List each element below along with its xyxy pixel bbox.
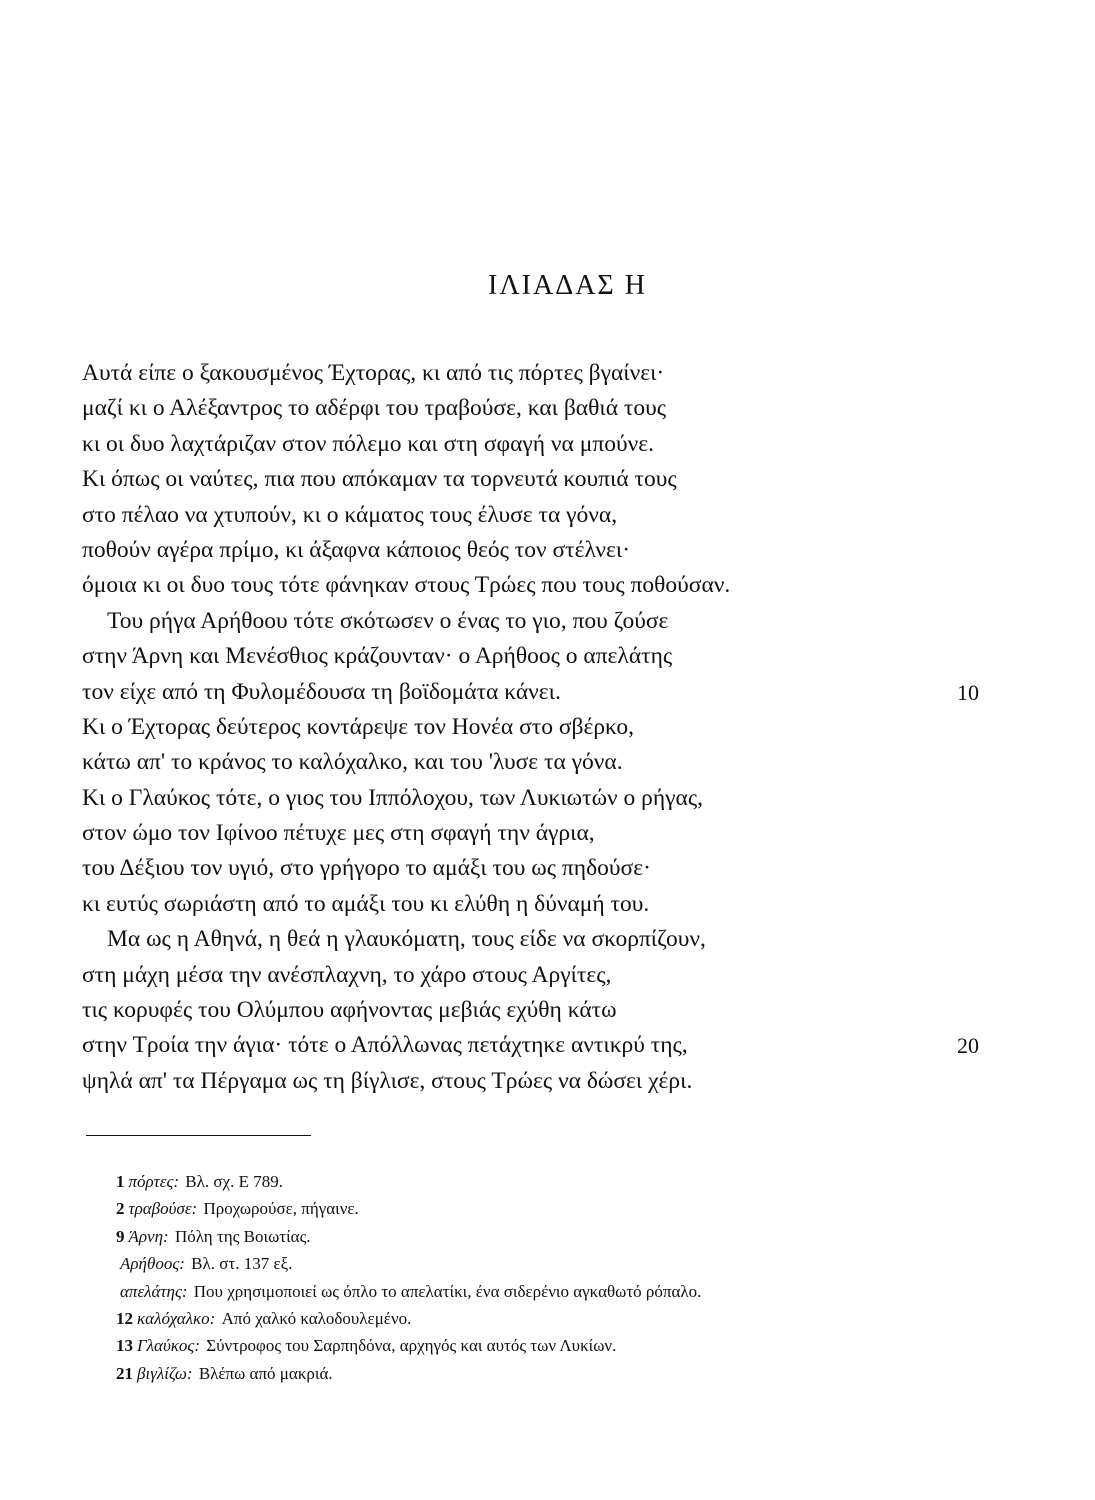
verse-line: [82, 745, 1002, 780]
verse-line: [82, 993, 1002, 1028]
verse-line: [82, 391, 1002, 426]
verse-text: ψηλά απ' τα Πέργαμα ως τη βίγλισε, στους Τρώες να δώσει χέρι.: [82, 1067, 693, 1094]
footnote-term: Άρνη:: [128, 1226, 169, 1246]
footnote-line-ref: 21: [116, 1363, 133, 1383]
footnote-text: Που χρησιμοποιεί ως όπλο το απελατίκι, ένα σιδερένιο αγκαθωτό ρόπαλο.: [193, 1281, 702, 1301]
verse-line: [82, 816, 1002, 851]
footnote-line-ref: 9: [116, 1226, 125, 1246]
verse-text: στην Άρνη και Μενέσθιος κράζουνταν· ο Αρήθοος ο απελάτης: [82, 643, 673, 670]
footnote: [116, 1305, 1016, 1332]
verse-text: Μα ως η Αθηνά, η θεά η γλαυκόματη, τους είδε να σκορπίζουν,: [107, 926, 706, 953]
verse-text: τις κορυφές του Ολύμπου αφήνοντας μεβιάς εχύθη κάτω: [82, 997, 617, 1024]
verse-text: Του ρήγα Αρήθοου τότε σκότωσεν ο ένας το γιο, που ζούσε: [107, 607, 669, 634]
verse-text: όμοια κι οι δυο τους τότε φάνηκαν στους Τρώες που τους ποθούσαν.: [82, 572, 731, 599]
footnote-term: απελάτης:: [120, 1281, 188, 1301]
footnote-text: Προχωρούσε, πήγαινε.: [203, 1199, 359, 1219]
verse-line: [82, 958, 1002, 993]
verse-line: [82, 604, 1002, 639]
verse-line: [82, 356, 1002, 391]
verse-line: [82, 498, 1002, 533]
footnote-term: Γλαύκος:: [137, 1336, 200, 1356]
verse-line: [82, 781, 1002, 816]
line-number: 10: [957, 679, 979, 705]
verse-text: μαζί κι ο Αλέξαντρος το αδέρφι του τραβούσε, και βαθιά τους: [82, 395, 667, 422]
verse-text: του Δέξιου τον υγιό, στο γρήγορο το αμάξι του ως πηδούσε·: [82, 855, 651, 882]
footnote-text: Σύντροφος του Σαρπηδόνα, αρχηγός και αυτός των Λυκίων.: [206, 1336, 617, 1356]
verse-text: Αυτά είπε ο ξακουσμένος Έχτορας, κι από τις πόρτες βγαίνει·: [82, 360, 665, 386]
verse-line: [82, 1028, 1002, 1063]
footnote: [116, 1278, 1016, 1305]
footnote-term: τραβούσε:: [128, 1199, 198, 1219]
verse-text: τον είχε από τη Φυλομέδουσα τη βοϊδομάτα κάνει.: [82, 678, 561, 705]
footnote-term: πόρτες:: [128, 1172, 180, 1191]
verse-text: Κι ο Γλαύκος τότε, ο γιος του Ιππόλοχου, των Λυκιωτών ο ρήγας,: [82, 784, 704, 811]
footnote-term: βιγλίζω:: [137, 1363, 193, 1383]
verse-text: κι ευτύς σωριάστη από το αμάξι του κι ελύθη η δύναμή του.: [82, 890, 650, 917]
footnote: [116, 1332, 1016, 1359]
footnote-term: Αρήθοος:: [120, 1254, 185, 1274]
verse-text: στο πέλαο να χτυπούν, κι ο κάματος τους έλυσε τα γόνα,: [82, 501, 618, 528]
verse-line: [82, 427, 1002, 462]
footnote-line-ref: 1: [116, 1172, 125, 1191]
verse-line: [82, 675, 1002, 710]
footnote: [116, 1250, 1016, 1277]
footnote-divider: [86, 1135, 311, 1136]
page-title: ΙΛΙΑΔΑΣ Η: [488, 270, 647, 301]
footnote: [116, 1223, 1016, 1250]
verse-text: ποθούν αγέρα πρίμο, κι άξαφνα κάποιος θεός τον στέλνει·: [82, 536, 631, 563]
verse-line: [82, 533, 1002, 568]
footnote: [116, 1360, 1016, 1387]
footnote-text: Βλ. σχ. Ε 789.: [185, 1172, 283, 1191]
verse-text: στη μάχη μέσα την ανέσπλαχνη, το χάρο στους Αργίτες,: [82, 961, 612, 988]
verse-text: στον ώμο τον Ιφίνοο πέτυχε μες στη σφαγή την άγρια,: [82, 820, 595, 847]
verse-line: [82, 922, 1002, 957]
verse-line: [82, 887, 1002, 922]
footnote: [116, 1195, 1016, 1222]
footnote-text: Από χαλκό καλοδουλεμένο.: [221, 1308, 412, 1328]
footnote-text: Βλ. στ. 137 εξ.: [191, 1254, 293, 1274]
footnote-term: καλόχαλκο:: [137, 1308, 216, 1328]
footnotes: [116, 1168, 1016, 1387]
footnote: [116, 1168, 1016, 1195]
poem-text: [82, 356, 1002, 1099]
verse-text: Κι όπως οι ναύτες, πια που απόκαμαν τα τορνευτά κουπιά τους: [82, 466, 677, 493]
footnote-line-ref: 12: [116, 1308, 133, 1328]
footnote-text: Πόλη της Βοιωτίας.: [174, 1226, 311, 1246]
verse-text: Κι ο Έχτορας δεύτερος κοντάρεψε τον Ηονέα στο σβέρκο,: [82, 713, 634, 740]
verse-line: [82, 639, 1002, 674]
verse-text: στην Τροία την άγια· τότε ο Απόλλωνας πετάχτηκε αντικρύ της,: [82, 1032, 688, 1059]
footnote-line-ref: 13: [116, 1336, 133, 1356]
verse-line: [82, 710, 1002, 745]
verse-line: [82, 462, 1002, 497]
footnote-line-ref: 2: [116, 1199, 125, 1219]
verse-text: κι οι δυο λαχτάριζαν στον πόλεμο και στη σφαγή να μπούνε.: [82, 430, 654, 457]
verse-text: κάτω απ' το κράνος το καλόχαλκο, και του 'λυσε τα γόνα.: [82, 749, 623, 776]
verse-line: [82, 851, 1002, 886]
verse-line: [82, 1064, 1002, 1099]
footnote-text: Βλέπω από μακριά.: [198, 1363, 333, 1383]
line-number: 20: [957, 1033, 979, 1059]
verse-line: [82, 568, 1002, 603]
